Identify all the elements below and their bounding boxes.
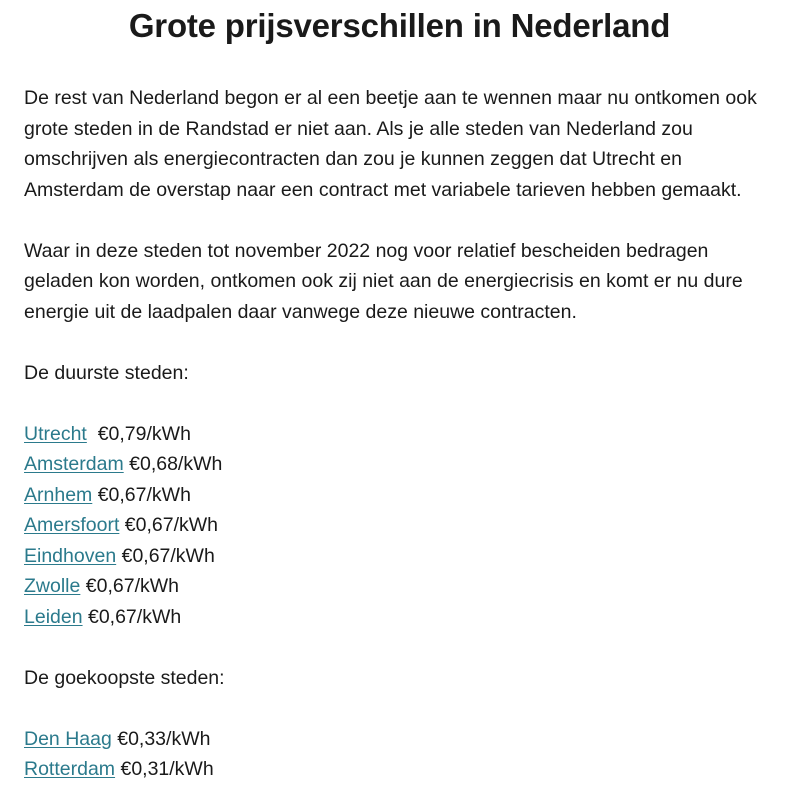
city-link-den-haag[interactable]: Den Haag — [24, 727, 112, 750]
list-item — [24, 419, 775, 450]
cheapest-cities-list — [24, 724, 775, 785]
city-link-amsterdam[interactable]: Amsterdam — [24, 453, 124, 475]
list-item — [24, 602, 775, 633]
city-link-zwolle[interactable]: Zwolle — [24, 575, 81, 597]
price-value: €0,67/kWh — [97, 483, 191, 506]
city-link-amersfoort[interactable]: Amersfoort — [24, 514, 120, 536]
price-value: €0,33/kWh — [117, 727, 211, 750]
cheapest-cities-label: De goekoopste steden: — [24, 666, 225, 689]
expensive-cities-label: De duurste steden: — [24, 361, 189, 384]
list-item — [24, 541, 775, 572]
second-paragraph: Waar in deze steden tot november 2022 nog voor relatief bescheiden bedragen geladen kon worden, ontkomen ook zij niet aan de energiecrisis en komt er nu dure energie uit de laadpalen daar vanwege deze nieuwe contracten. — [24, 239, 743, 323]
price-value: €0,79/kWh — [97, 422, 191, 445]
city-link-arnhem[interactable]: Arnhem — [24, 483, 93, 506]
expensive-cities-list — [24, 419, 775, 633]
city-link-eindhoven[interactable]: Eindhoven — [24, 544, 117, 567]
intro-paragraph: De rest van Nederland begon er al een beetje aan te wennen maar nu ontkomen ook grote steden in de Randstad er niet aan. Als je alle steden van Nederland zou omschrijven als energiecontracten dan zou je kunnen zeggen dat Utrecht en Amsterdam de overstap naar een contract met variabele tarieven hebben gemaakt. — [24, 87, 757, 201]
price-value: €0,31/kWh — [120, 758, 214, 780]
price-value: €0,67/kWh — [121, 544, 215, 567]
list-item — [24, 724, 775, 755]
list-item — [24, 571, 775, 602]
list-item — [24, 449, 775, 480]
list-item — [24, 510, 775, 541]
price-value: €0,68/kWh — [129, 453, 223, 475]
price-value: €0,67/kWh — [85, 575, 179, 597]
city-link-utrecht[interactable]: Utrecht — [24, 422, 87, 445]
price-value: €0,67/kWh — [124, 514, 218, 536]
list-item — [24, 480, 775, 511]
price-value: €0,67/kWh — [87, 605, 182, 628]
page-title: Grote prijsverschillen in Nederland — [128, 7, 671, 44]
city-link-leiden[interactable]: Leiden — [24, 605, 83, 628]
list-item — [24, 754, 775, 785]
city-link-rotterdam[interactable]: Rotterdam — [24, 758, 116, 780]
